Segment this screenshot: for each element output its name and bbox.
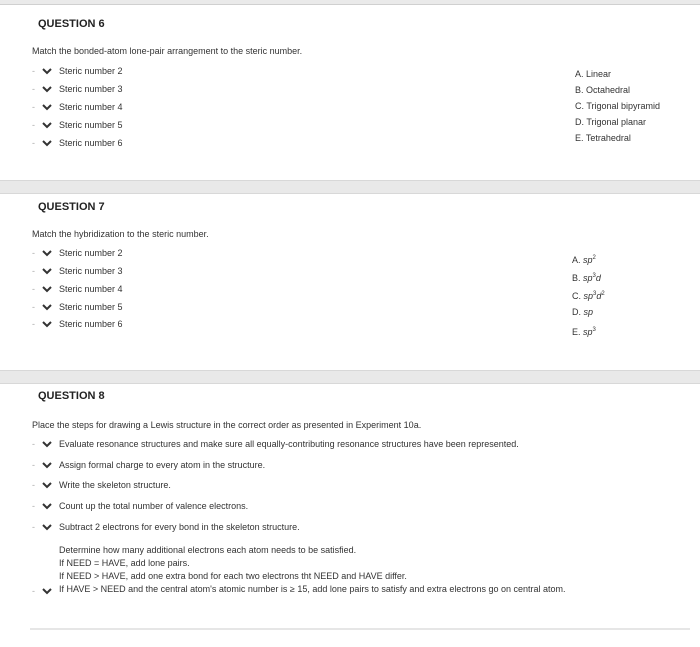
q6-answer: D. Trigonal planar — [575, 117, 647, 127]
q6-item-label: Steric number 3 — [59, 84, 123, 94]
q8-step-label: Assign formal charge to every atom in the structure. — [59, 460, 266, 470]
q8-dropdown-1[interactable]: - — [32, 439, 53, 449]
q7-dropdown-4[interactable]: - — [32, 302, 53, 312]
chevron-down-icon — [41, 460, 53, 470]
chevron-down-icon — [41, 248, 53, 258]
q7-match-row — [32, 266, 123, 276]
q7-answer: E. $sp^3$ — [572, 327, 596, 337]
q7-answer-list — [572, 250, 605, 340]
q8-step-row — [32, 480, 171, 490]
section-divider — [0, 370, 700, 384]
q7-answer: B. $sp^3d$ — [572, 273, 601, 283]
q7-dropdown-5[interactable]: - — [32, 319, 53, 329]
q6-answer: C. Trigonal bipyramid — [575, 101, 661, 111]
chevron-down-icon — [41, 84, 53, 94]
chevron-down-icon — [41, 66, 53, 76]
q8-step-line: Determine how many additional electrons each atom needs to be satisfied. — [59, 545, 357, 555]
q6-answer: E. Tetrahedral — [575, 133, 631, 143]
q8-step-row — [32, 460, 265, 470]
q7-match-row — [32, 302, 123, 312]
question-8-prompt: Place the steps for drawing a Lewis structure in the correct order as presented in Experiment 10a. — [32, 420, 422, 430]
q6-item-label: Steric number 5 — [59, 120, 123, 130]
q7-answer: A. $sp^2$ — [572, 255, 596, 265]
q7-item-label: Steric number 6 — [59, 319, 123, 329]
q7-item-label: Steric number 4 — [59, 284, 123, 294]
q6-item-label: Steric number 4 — [59, 102, 123, 112]
q6-match-row — [32, 102, 123, 112]
chevron-down-icon — [41, 522, 53, 532]
q8-step-label: Subtract 2 electrons for every bond in the skeleton structure. — [59, 522, 300, 532]
q8-dropdown-3[interactable]: - — [32, 480, 53, 490]
q6-match-row — [32, 120, 123, 130]
chevron-down-icon — [41, 439, 53, 449]
chevron-down-icon — [41, 302, 53, 312]
q7-match-row — [32, 319, 123, 329]
q7-dropdown-3[interactable]: - — [32, 284, 53, 294]
chevron-down-icon — [41, 480, 53, 490]
chevron-down-icon — [41, 284, 53, 294]
chevron-down-icon — [41, 266, 53, 276]
q8-step-label-multiline — [59, 544, 566, 596]
q6-answer: B. Octahedral — [575, 85, 631, 95]
section-divider — [0, 180, 700, 194]
q7-match-row — [32, 248, 123, 258]
question-7-heading: QUESTION 7 — [38, 201, 105, 213]
q6-match-row — [32, 84, 123, 94]
q8-step-row — [32, 544, 566, 596]
q8-step-row — [32, 501, 248, 511]
question-6-prompt: Match the bonded-atom lone-pair arrangement to the steric number. — [32, 46, 303, 56]
q6-item-label: Steric number 6 — [59, 138, 123, 148]
chevron-down-icon — [41, 586, 53, 596]
q8-step-label: Write the skeleton structure. — [59, 480, 171, 490]
q8-step-row — [32, 522, 300, 532]
q8-dropdown-5[interactable]: - — [32, 522, 53, 532]
question-8-heading: QUESTION 8 — [38, 390, 105, 402]
q8-step-line: If HAVE > NEED and the central atom's atomic number is ≥ 15, add lone pairs to satisfy and extra electrons go on central atom. — [59, 584, 566, 594]
q8-dropdown-4[interactable]: - — [32, 501, 53, 511]
q8-dropdown-2[interactable]: - — [32, 460, 53, 470]
question-7-prompt: Match the hybridization to the steric number. — [32, 229, 209, 239]
q7-answer: D. sp — [572, 307, 594, 317]
q6-dropdown-2[interactable]: - — [32, 84, 53, 94]
chevron-down-icon — [41, 138, 53, 148]
q6-dropdown-1[interactable]: - — [32, 66, 53, 76]
q7-item-label: Steric number 3 — [59, 266, 123, 276]
q7-answer: C. $sp^3d^2$ — [572, 291, 605, 301]
q6-item-label: Steric number 2 — [59, 66, 123, 76]
q8-step-line: If NEED = HAVE, add lone pairs. — [59, 558, 190, 568]
q6-answer: A. Linear — [575, 69, 612, 79]
q7-dropdown-1[interactable]: - — [32, 248, 53, 258]
top-divider — [0, 0, 700, 5]
chevron-down-icon — [41, 319, 53, 329]
q8-step-label: Evaluate resonance structures and make sure all equally-contributing resonance structures have been represented. — [59, 439, 519, 449]
q6-dropdown-5[interactable]: - — [32, 138, 53, 148]
q6-match-row — [32, 138, 123, 148]
bottom-divider — [30, 628, 690, 630]
q6-dropdown-3[interactable]: - — [32, 102, 53, 112]
chevron-down-icon — [41, 102, 53, 112]
q8-step-label: Count up the total number of valence electrons. — [59, 501, 249, 511]
q7-item-label: Steric number 2 — [59, 248, 123, 258]
q8-dropdown-6[interactable]: - — [32, 586, 53, 596]
chevron-down-icon — [41, 501, 53, 511]
chevron-down-icon — [41, 120, 53, 130]
q8-step-row — [32, 439, 519, 449]
q7-dropdown-2[interactable]: - — [32, 266, 53, 276]
question-6-heading: QUESTION 6 — [38, 18, 105, 30]
q6-match-row — [32, 66, 123, 76]
q7-match-row — [32, 284, 123, 294]
q8-step-line: If NEED > HAVE, add one extra bond for each two electrons tht NEED and HAVE differ. — [59, 571, 407, 581]
q6-dropdown-4[interactable]: - — [32, 120, 53, 130]
q7-item-label: Steric number 5 — [59, 302, 123, 312]
q6-answer-list — [575, 66, 660, 146]
